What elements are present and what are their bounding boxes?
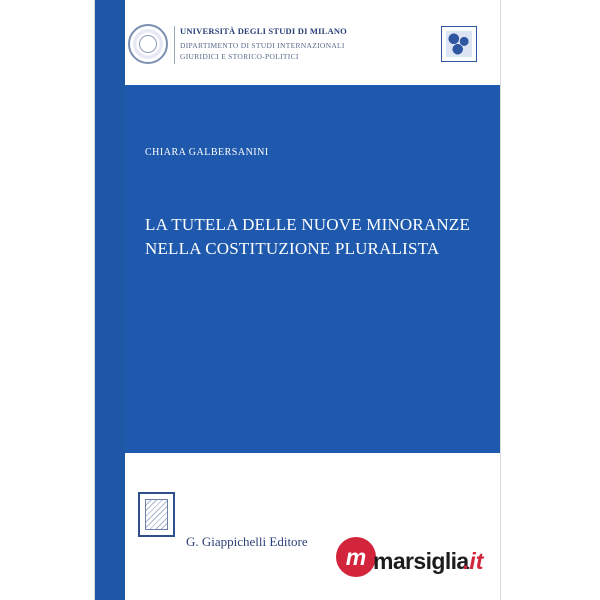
shop-name: marsiglia (373, 548, 469, 574)
department-line-2: GIURIDICI E STORICO-POLITICI (180, 52, 299, 61)
book-title-line-1: LA TUTELA DELLE NUOVE MINORANZE (145, 215, 471, 234)
shop-domain-suffix: .it (463, 548, 484, 574)
publisher-logo-icon (138, 492, 175, 537)
publisher-logo-emblem (145, 499, 168, 530)
header-divider (174, 26, 175, 64)
university-name: UNIVERSITÀ DEGLI STUDI DI MILANO (180, 26, 347, 36)
department-line-1: DIPARTIMENTO DI STUDI INTERNAZIONALI (180, 41, 345, 50)
book-title-line-2: NELLA COSTITUZIONE PLURALISTA (145, 239, 440, 258)
title-panel (125, 85, 500, 453)
publisher-name: G. Giappichelli Editore (186, 534, 308, 549)
series-logo-emblem (446, 31, 472, 57)
university-seal-icon (128, 24, 168, 64)
shop-logo-icon: m (336, 537, 376, 577)
author-name: CHIARA GALBERSANINI (145, 147, 269, 158)
book-title (145, 213, 495, 261)
series-logo-icon (441, 26, 477, 62)
cover-spine-band (95, 0, 125, 600)
seal-center (139, 35, 157, 53)
